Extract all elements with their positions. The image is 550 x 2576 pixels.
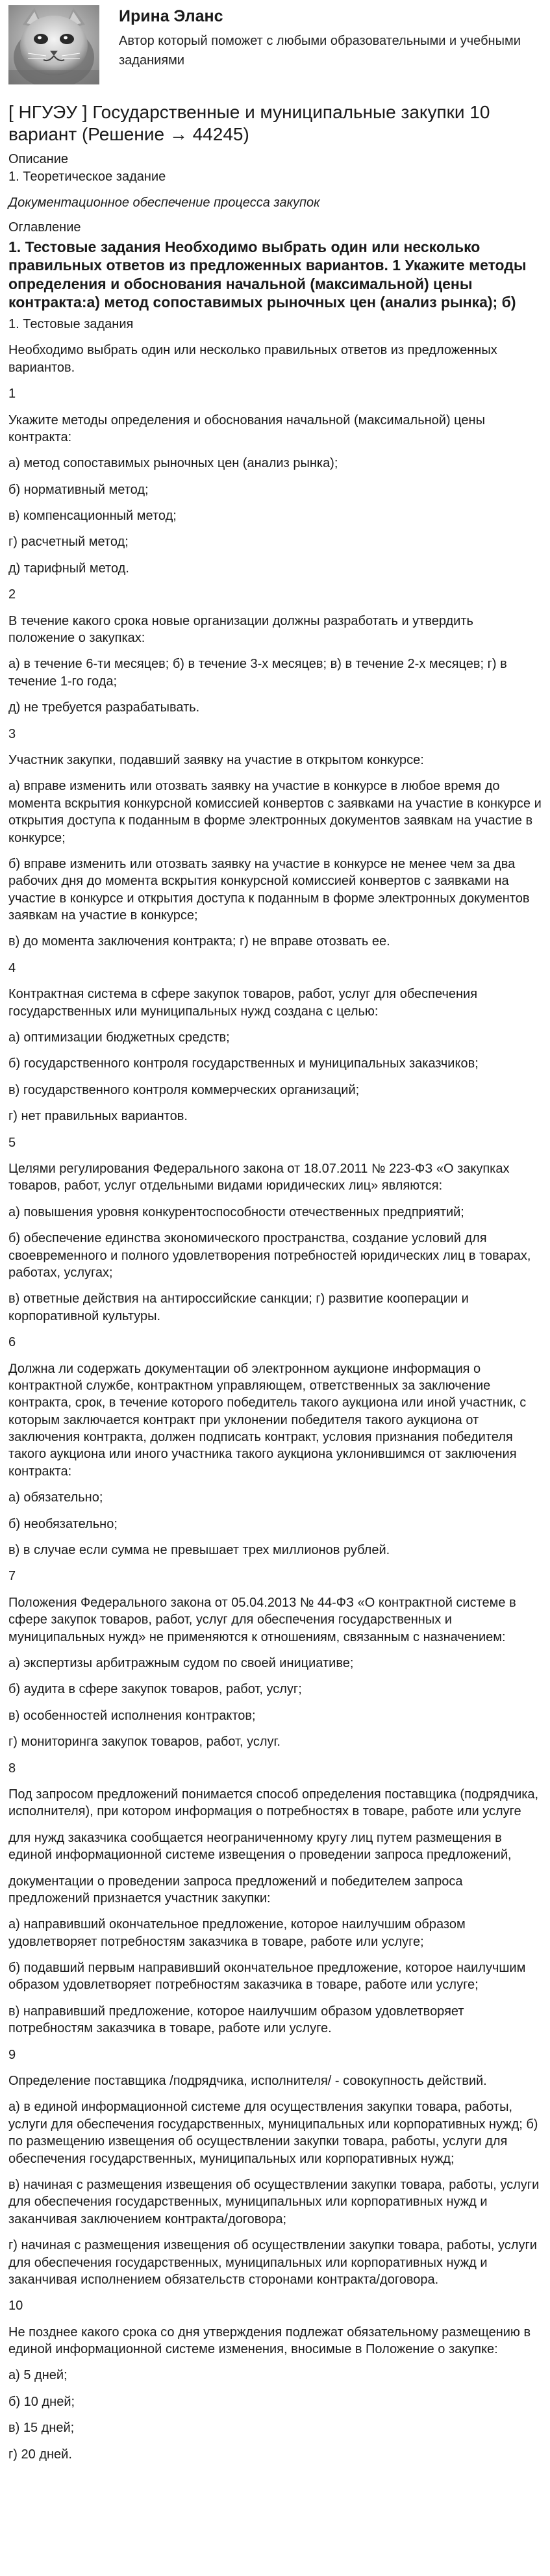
answer-option: а) экспертизы арбитражным судом по своей инициативе; <box>8 1655 354 1670</box>
question-text: Должна ли содержать документации об электронном аукционе информация о контрактной службе, контрактном управляющем, ответственных за заключение контракта, срок, в течение которого победитель такого аукциона или иной участник, с которым заключается контракт при уклонении победителя такого аукциона от заключения контракта, должен подписать контракт, условия признания победителя такого аукциона или иного участника такого аукциона уклонившимся от заключения контракта: <box>8 1361 527 1479</box>
question-number: 2 <box>8 587 16 602</box>
answer-option: б) подавший первым направивший окончательное предложение, которое наилучшим образом удовлетворяет потребностям заказчика в товаре, работе или услуге; <box>8 1961 526 1993</box>
answer-option: а) 5 дней; <box>8 2368 68 2383</box>
question-block <box>8 385 542 577</box>
description-item: 1. Теоретическое задание <box>8 169 166 184</box>
question-block <box>8 586 542 716</box>
question-number: 6 <box>8 1335 16 1350</box>
answer-option: д) не требуется разрабатывать. <box>8 700 200 715</box>
answer-option: а) вправе изменить или отозвать заявку на участие в конкурсе в любое время до момента вскрытия конкурсной комиссией конвертов с заявками на участие в конкурсе и открытия доступа к поданным в форме электронных документов заявкам на участие в конкурсе; <box>8 779 542 845</box>
cat-photo-avatar[interactable] <box>8 5 99 84</box>
question-number: 1 <box>8 387 16 402</box>
answer-option: в) 15 дней; <box>8 2421 75 2436</box>
question-text: В течение какого срока новые организации должны разработать и утвердить положение о закупках: <box>8 613 473 646</box>
question-block <box>8 1568 542 1750</box>
question-block <box>8 2047 542 2289</box>
question-number: 4 <box>8 960 16 975</box>
question-number: 3 <box>8 726 16 741</box>
answer-option: а) направивший окончательное предложение, которое наилучшим образом удовлетворяет потребностям заказчика в товаре, работе или услуге; <box>8 1917 466 1949</box>
answer-option: г) мониторинга закупок товаров, работ, услуг. <box>8 1735 281 1750</box>
answer-option: в) особенностей исполнения контрактов; <box>8 1708 256 1723</box>
answer-option: в) в случае если сумма не превышает трех миллионов рублей. <box>8 1543 390 1558</box>
answer-option: б) аудита в сфере закупок товаров, работ, услуг; <box>8 1682 302 1697</box>
answer-option: в) начиная с размещения извещения об осуществлении закупки товара, работы, услуги для обеспечения государственных, муниципальных или корпоративных нужд и заканчивая заключением контракта/договора; <box>8 2177 540 2226</box>
answer-option: а) метод сопоставимых рыночных цен (анализ рынка); <box>8 456 338 471</box>
answer-option: документации о проведении запроса предложений и победителем запроса предложений признается участник закупки: <box>8 1874 463 1906</box>
answer-option: б) обеспечение единства экономического пространства, создание условий для своевременного и полного удовлетворения потребностей юридических лиц в товарах, работах, услугах; <box>8 1231 531 1280</box>
question-text: Определение поставщика /подрядчика, исполнителя/ - совокупность действий. <box>8 2074 487 2089</box>
question-number: 7 <box>8 1569 16 1584</box>
answer-option: а) оптимизации бюджетных средств; <box>8 1030 230 1045</box>
question-text: Положения Федерального закона от 05.04.2013 № 44-ФЗ «О контрактной системе в сфере закупок товаров, работ, услуг для обеспечения государственных и муниципальных нужд» не применяются к отношениям, связанным с назначением: <box>8 1595 516 1644</box>
description-label: Описание <box>8 152 69 167</box>
question-block <box>8 726 542 950</box>
answer-option: б) 10 дней; <box>8 2394 75 2409</box>
author-header <box>8 0 542 91</box>
answer-option: г) начиная с размещения извещения об осуществлении закупки товара, работы, услуги для обеспечения государственных, муниципальных или корпоративных нужд и заканчивая исполнением обязательств сторонами контракта/договора. <box>8 2238 537 2287</box>
answer-option: б) государственного контроля государственных и муниципальных заказчиков; <box>8 1056 479 1071</box>
question-text: Контрактная система в сфере закупок товаров, работ, услуг для обеспечения государственных или муниципальных нужд создана с целью: <box>8 987 478 1019</box>
answer-option: в) до момента заключения контракта; г) не вправе отозвать ее. <box>8 934 390 949</box>
question-number: 8 <box>8 1761 16 1776</box>
author-name[interactable]: Ирина Эланс <box>119 7 223 25</box>
content-headline: 1. Тестовые задания Необходимо выбрать один или несколько правильных ответов из предложенных вариантов. 1 Укажите методы определения и обоснования начальной (максимальной) цены контракта:а) метод сопоставимых рыночных цен (анализ рынка); б) <box>8 238 527 311</box>
question-text: Под запросом предложений понимается способ определения поставщика (подрядчика, исполнителя), при котором информация о потребностях в товаре, работе или услуге <box>8 1787 539 1819</box>
answer-option: для нужд заказчика сообщается неограниченному кругу лиц путем размещения в единой информационной системе извещения о проведении запроса предложений, <box>8 1830 512 1863</box>
answer-option: в) государственного контроля коммерческих организаций; <box>8 1082 360 1097</box>
question-text: Целями регулирования Федерального закона от 18.07.2011 № 223-ФЗ «О закупках товаров, работ, услуг отдельными видами юридических лиц» являются: <box>8 1162 510 1193</box>
question-text: Не позднее какого срока со дня утверждения подлежат обязательному размещению в единой информационной системе изменения, вносимые в Положение о закупке: <box>8 2325 531 2357</box>
answer-option: а) обязательно; <box>8 1490 103 1505</box>
description-italic: Документационное обеспечение процесса закупок <box>8 196 320 210</box>
answer-option: д) тарифный метод. <box>8 561 129 576</box>
question-number: 5 <box>8 1135 16 1150</box>
question-text: Участник закупки, подавший заявку на участие в открытом конкурсе: <box>8 752 424 767</box>
answer-option: в) направивший предложение, которое наилучшим образом удовлетворяет потребностям заказчика в товаре, работе или услуге. <box>8 2004 464 2036</box>
answer-option: в) ответные действия на антироссийские санкции; г) развитие кооперации и корпоративной культуры. <box>8 1292 469 1323</box>
questions-list <box>8 385 542 2463</box>
toc-label: Оглавление <box>8 220 81 235</box>
answer-option: г) нет правильных вариантов. <box>8 1109 188 1124</box>
author-description: Автор который поможет с любыми образовательными и учебными заданиями <box>119 34 521 68</box>
question-number: 10 <box>8 2299 23 2314</box>
author-info <box>119 5 542 70</box>
answer-option: а) в течение 6-ти месяцев; б) в течение 3-х месяцев; в) в течение 2-х месяцев; г) в течение 1-го года; <box>8 657 507 689</box>
question-text: Укажите методы определения и обоснования начальной (максимальной) цены контракта: <box>8 413 485 444</box>
answer-option: б) необязательно; <box>8 1516 118 1531</box>
question-block <box>8 1134 542 1325</box>
question-block <box>8 1334 542 1559</box>
intro-text: Необходимо выбрать один или несколько правильных ответов из предложенных вариантов. <box>8 343 497 375</box>
answer-option: в) компенсационный метод; <box>8 509 177 524</box>
answer-option: г) расчетный метод; <box>8 535 129 550</box>
answer-option: а) повышения уровня конкурентоспособности отечественных предприятий; <box>8 1205 464 1219</box>
question-block <box>8 2297 542 2463</box>
answer-option: б) вправе изменить или отозвать заявку на участие в конкурсе не менее чем за два рабочих дня до момента вскрытия конкурсной комиссией конвертов с заявками на участие в конкурсе и открытия доступа к поданным в форме электронных документов заявкам на участие в конкурсе; <box>8 856 530 923</box>
answer-option: б) нормативный метод; <box>8 482 149 497</box>
answer-option: а) в единой информационной системе для осуществления закупки товара, работы, услуги для обеспечения государственных, муниципальных или корпоративных нужд; б) по размещению извещения об осуществлении закупки товара, работы, услуги для обеспечения государственных, муниципальных или корпоративных нужд; <box>8 2100 538 2166</box>
page-title: [ НГУЭУ ] Государственные и муниципальные закупки 10 вариант (Решение → 44245) <box>8 102 490 145</box>
answer-option: г) 20 дней. <box>8 2447 72 2462</box>
section-label: 1. Тестовые задания <box>8 316 134 331</box>
question-block <box>8 960 542 1125</box>
question-block <box>8 1760 542 2037</box>
question-number: 9 <box>8 2047 16 2062</box>
